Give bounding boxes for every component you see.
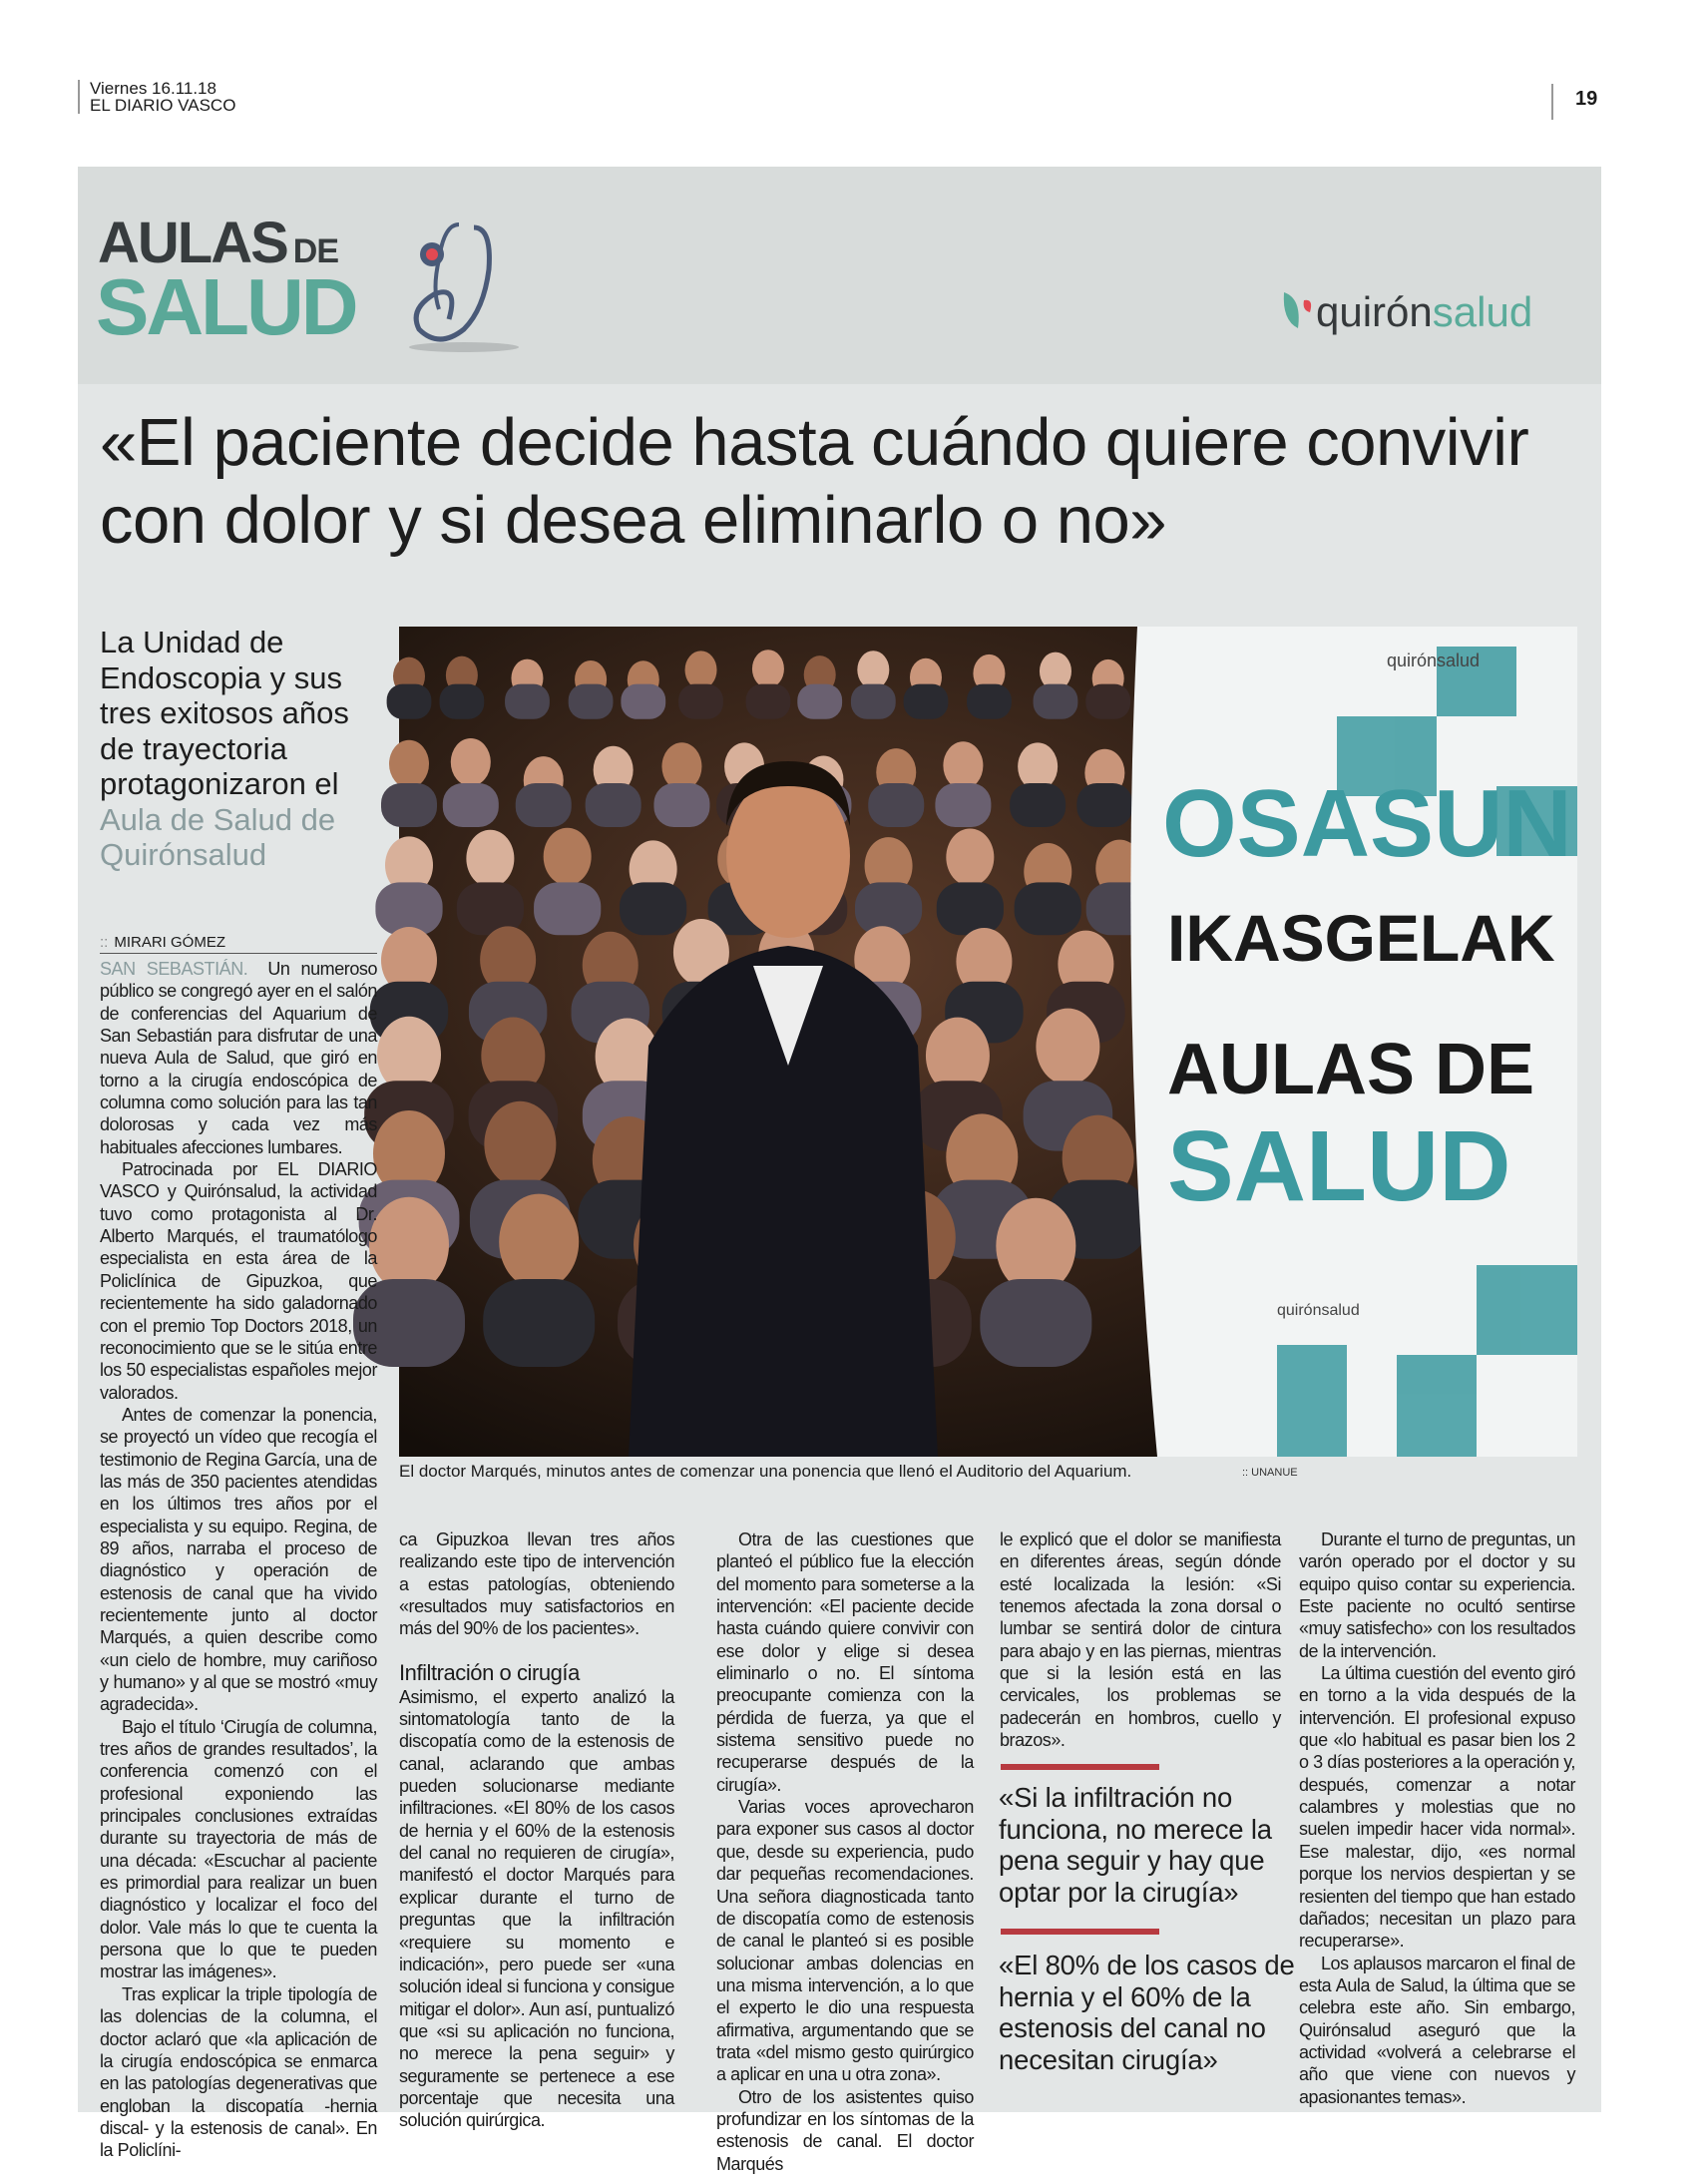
page-number: 19	[1551, 84, 1597, 120]
banner-brand-bottom: quirónsalud	[1277, 1302, 1360, 1319]
article-column-2	[399, 1528, 674, 2131]
audience-head	[1036, 1009, 1099, 1086]
audience-head	[466, 830, 514, 888]
audience-head	[685, 651, 717, 688]
paragraph: Bajo el título ‘Cirugía de columna, tres años de grandes resultados’, la conferencia comenzó con el profesional exponiendo las principales conclusiones extraídas durante su trayectoria de más de una década: «Escuchar al paciente es primordial para realizar un buen diagnóstico y localizar el foco del dolor. Vale más lo que te cuenta la persona que lo que te pueden mostrar las imágenes».	[100, 1716, 377, 1982]
audience-body	[621, 684, 665, 719]
pull-quote-divider	[1001, 1764, 1159, 1770]
audience-body	[678, 684, 723, 719]
audience-head	[499, 1194, 579, 1290]
headline: «El paciente decide hasta cuándo quiere convivir con dolor y si desea eliminarlo o no»	[100, 405, 1529, 558]
page-header-left	[78, 80, 235, 114]
banner-text-osasun: OSASUN	[1162, 770, 1572, 877]
audience-body	[569, 684, 614, 719]
pull-quote-1: «Si la infiltración no funciona, no merece la pena seguir y hay que optar por la cirugía»	[999, 1782, 1272, 1908]
subheadline: La Unidad de Endoscopia y sus tres exitosos años de trayectoria protagonizaron el Aula de Salud de Quirónsalud	[100, 625, 349, 872]
audience-body	[439, 684, 484, 719]
quironsalud-logo: quirónsalud	[1280, 289, 1532, 335]
audience-body	[483, 1279, 595, 1367]
paragraph: Otro de los asistentes quiso profundizar en los síntomas de la estenosis de canal. El doctor Marqués	[716, 2086, 974, 2174]
audience-body	[534, 882, 601, 935]
banner-text-aulas: AULAS DE	[1167, 1030, 1535, 1109]
audience-head	[484, 1101, 556, 1187]
author-name: MIRARI GÓMEZ	[114, 934, 226, 951]
photo-illustration	[399, 627, 1577, 1457]
audience-body	[505, 684, 550, 719]
quironsalud-leaf-icon	[1280, 290, 1316, 330]
article-column-3	[716, 1528, 974, 2174]
paragraph: Otra de las cuestiones que planteó el público fue la elección del momento para someterse a la intervención: «El paciente decide hasta cuándo quiere convivir con ese dolor y elige si desea eliminarlo o no. El síntoma preocupante comienza con la pérdida de fuerza, ya que el sistema sensitivo puede no recuperarse después de la cirugía».	[716, 1529, 974, 1795]
audience-head	[946, 828, 994, 886]
paragraph: La última cuestión del evento giró en torno a la vida después de la intervención. El profesional expuso que «lo habitual es pasar bien los 2 o 3 días posteriores a la operación y, después, comenzar a notar calambres y molestias que no suelen impedir hacer vida normal». Ese malestar, dijo, «es normal porque los nervios despiertan y se resienten del tiempo que han estado dañados; necesitan un plazo para recuperarse».	[1299, 1663, 1575, 1952]
audience-body	[620, 882, 686, 935]
audience-head	[544, 828, 592, 886]
issue-date: Viernes 16.11.18	[90, 79, 216, 98]
banner-text-ikasgelak: IKASGELAK	[1167, 901, 1555, 975]
audience-body	[653, 783, 709, 827]
paragraph: Patrocinada por EL DIARIO VASCO y Quirónsalud, la actividad tuvo como protagonista al Dr. Alberto Marqués, el traumatólogo especialista en esta área de la Policlínica de Gipuzkoa, que recientemente ha sido galadornado con el premio Top Doctors 2018, un reconocimiento que se le sitúa entre los 50 especialistas españoles mejor valorados.	[100, 1159, 377, 1403]
paragraph: Asimismo, el experto analizó la sintomatología tanto de la discopatía como de la estenosis de canal, aclarando que ambas pueden solucionarse mediante infiltraciones. «El 80% de los casos de hernia y el 60% de la estenosis del canal no requieren de cirugía», manifestó el doctor Marqués para explicar durante el turno de preguntas que la infiltración «requiere su momento e indicación», pero puede ser «una solución ideal si funciona y consigue mitigar el dolor». Aun así, puntualizó que «si su aplicación no funciona, no merece la pena seguir» y seguramente se pertenece a ese porcentaje que necesita una solución quirúrgica.	[399, 1686, 674, 2131]
audience-head	[857, 651, 889, 688]
audience-body	[980, 1279, 1091, 1367]
pull-quote-2: «El 80% de los casos de hernia y el 60% de la estenosis del canal no necesitan cirugía»	[999, 1950, 1295, 2075]
audience-head	[369, 1197, 449, 1293]
audience-body	[935, 783, 991, 827]
audience-head	[943, 741, 983, 789]
stethoscope-icon	[404, 219, 524, 354]
audience-body	[868, 783, 924, 827]
photo-caption: El doctor Marqués, minutos antes de comenzar una ponencia que llenó el Auditorio del Aquarium.	[399, 1462, 1132, 1481]
audience-body	[1076, 783, 1132, 827]
article-column-1: SAN SEBASTIÁN. Un numeroso público se congregó ayer en el salón de conferencias del Aquarium de San Sebastián para disfrutar de una nueva Aula de Salud, que giró en torno a la cirugía endoscópica de columna como solución para las tan dolorosas y cada vez más habituales afecciones lumbares. Patrocinada por EL DIARIO VASCO y Quirónsalud, la actividad tuvo como protagonista al Dr. Alberto Marqués, el traumatólogo especialista en esta área de la Policlínica de Gipuzkoa, que recientemente ha sido galadornado con el premio Top Doctors 2018, un reconocimiento que se le sitúa entre los 50 especialistas españoles mejor valorados. Antes de comenzar la ponencia, se proyectó un vídeo que recogía el testimonio de Regina García, una de las más de 350 pacientes atendidas en los últimos tres años por el especialista y su equipo. Regina, de 89 años, narraba el proceso de diagnóstico y operación de estenosis de canal que ha vivido recientemente junto al doctor Marqués, a quien describe como «un cielo de hombre, muy cariñoso y humano» y al que se mostró «muy agradecida». Bajo el título ‘Cirugía de columna, tres años de grandes resultados’, la conferencia comenzó con el profesional exponiendo las principales conclusiones extraídas durante su trayectoria de más de una década: «Escuchar al paciente es primordial para realizar un buen diagnóstico y localizar el foco del dolor. Vale más lo que te cuenta la persona que lo que te pueden mostrar las imágenes». Tras explicar la triple tipología de las dolencias de la columna, el doctor aclaró que «la aplicación de la cirugía endoscópica se enmarca en las patologías degenerativas que engloban la discopatía -hernia discal- y la estenosis de canal». En la Policlíni-	[100, 959, 378, 2161]
section-heading: Infiltración o cirugía	[399, 1659, 580, 1685]
audience-head	[451, 738, 491, 786]
audience-body	[1034, 684, 1078, 719]
banner	[1130, 627, 1577, 1457]
section-logo-line2: SALUD	[96, 262, 356, 351]
paragraph: Varias voces aprovecharon para exponer sus casos al doctor que, desde su experiencia, pudo dar pequeñas recomendaciones. Una señora diagnosticada tanto de discopatía como de estenosis de canal le planteó si es posible solucionar ambas dolencias en una misma intervención, a lo que el experto le dio una respuesta afirmativa, argumentando que se trata «del mismo gesto quirúrgico a aplicar en una u otra zona».	[716, 1797, 974, 2085]
audience-body	[797, 684, 842, 719]
audience-body	[1010, 783, 1066, 827]
paragraph: Durante el turno de preguntas, un varón operado por el doctor y su equipo quiso contar su experiencia. Este paciente no ocultó sentirse «muy satisfecho» con los resultados de la intervención.	[1299, 1529, 1575, 1661]
audience-body	[1085, 684, 1130, 719]
byline: :: MIRARI GÓMEZ	[100, 934, 377, 954]
paragraph: Tras explicar la triple tipología de las dolencias de la columna, el doctor aclaró que «la aplicación de la cirugía endoscópica se enmarca en las patologías degenerativas que engloban la discopatía -hernia discal- y la estenosis de canal». En la Policlíni-	[100, 1983, 377, 2161]
audience-body	[443, 783, 499, 827]
audience-body	[381, 783, 437, 827]
audience-body	[904, 684, 949, 719]
audience-body	[851, 684, 896, 719]
banner-brand-top: quirónsalud	[1387, 651, 1481, 670]
banner-text-salud: SALUD	[1167, 1110, 1511, 1222]
audience-body	[586, 783, 641, 827]
audience-body	[967, 684, 1012, 719]
audience-body	[387, 684, 432, 719]
paragraph: Los aplausos marcaron el final de esta Aula de Salud, la última que se celebra este año. Sin embargo, Quirónsalud aseguró que la actividad «volverá a celebrarse el año que viene con nuevos y apasionantes temas».	[1299, 1953, 1575, 2107]
section-logo-line1: AULAS DE	[98, 211, 339, 275]
article-column-4	[1000, 1528, 1281, 1751]
paragraph: le explicó que el dolor se manifiesta en diferentes áreas, según dónde esté localizada la lesión: «Si tenemos afectada la zona dorsal o lumbar se sentirá dolor de cintura para abajo y en las piernas, mientras que si la lesión está en las cervicales, los problemas se padecerán en hombros, cuello y brazos».	[1000, 1529, 1281, 1751]
paragraph: ca Gipuzkoa llevan tres años realizando este tipo de intervención a estas patologías, obteniendo «resultados muy satisfactorios en más del 90% de los pacientes».	[399, 1529, 674, 1639]
dateline: SAN SEBASTIÁN.	[100, 959, 248, 979]
newspaper-name: EL DIARIO VASCO	[90, 96, 236, 115]
pull-quote-divider	[1001, 1929, 1159, 1935]
audience-body	[746, 684, 791, 719]
audience-head	[752, 650, 784, 687]
article-photo	[399, 627, 1577, 1457]
audience-head	[389, 740, 429, 788]
audience-body	[937, 882, 1004, 935]
article-column-5	[1299, 1528, 1575, 2107]
photo-credit: :: UNANUE	[1242, 1467, 1298, 1479]
audience-body	[1015, 882, 1081, 935]
audience-body	[516, 783, 572, 827]
paragraph: Antes de comenzar la ponencia, se proyectó un vídeo que recogía el testimonio de Regina García, una de las más de 350 pacientes atendidas en los últimos tres años por el especialista y su equipo. Regina, de 89 años, narraba el proceso de diagnóstico y operación de estenosis de canal que ha vivido recientemente junto al doctor Marqués, a quien describe como «un cielo de hombre, muy cariñoso y humano» y al que se mostró «muy agradecida».	[100, 1404, 377, 1715]
